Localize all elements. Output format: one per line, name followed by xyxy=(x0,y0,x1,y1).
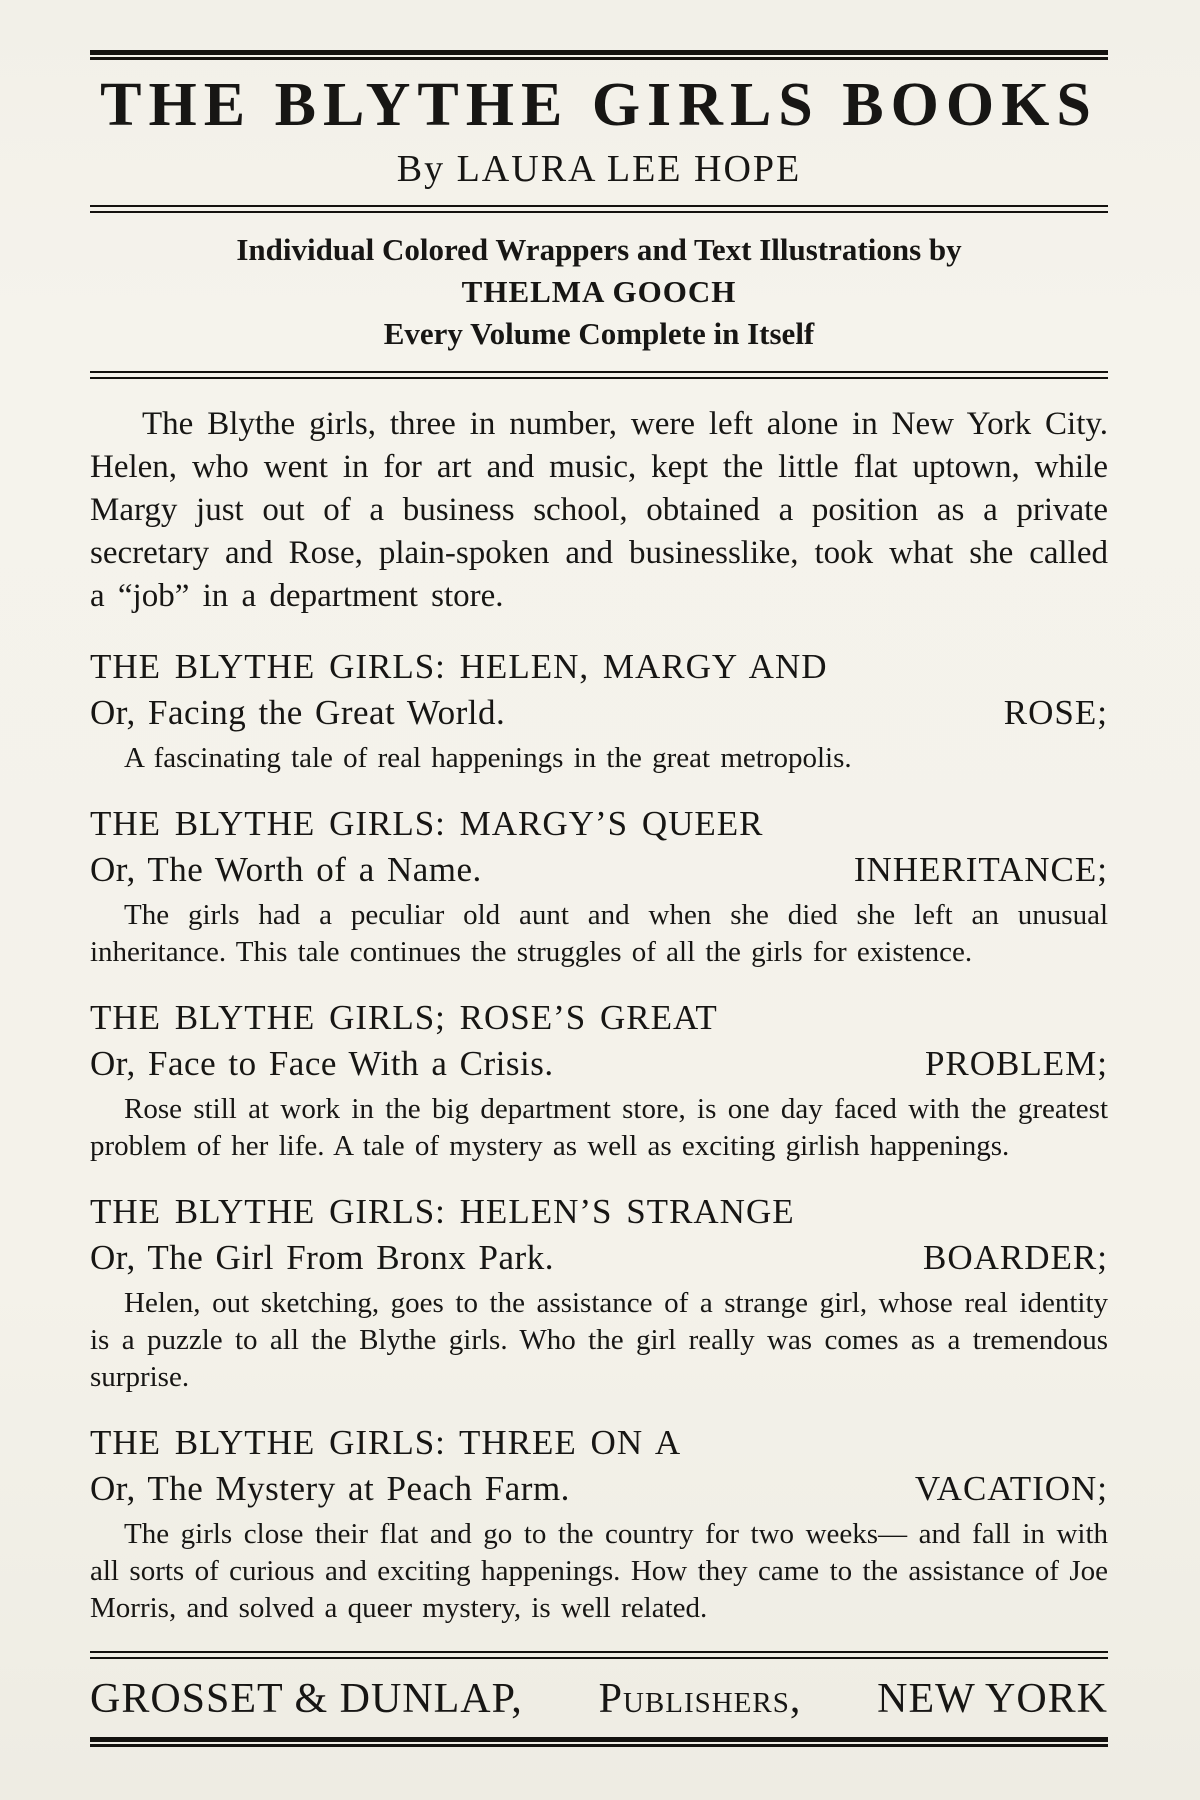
page-title: THE BLYTHE GIRLS BOOKS xyxy=(100,71,1098,139)
book-description: The girls close their flat and go to the country for two weeks— and fall in with all sorts of curious and exciting happenings. How they came to the assistance of Joe Morris, and solved a queer mystery, is well related. xyxy=(90,1518,1108,1624)
book-subtitle-row xyxy=(90,847,1108,893)
book-entry xyxy=(90,995,1108,1165)
author-byline: By LAURA LEE HOPE xyxy=(396,148,802,190)
book-description: A fascinating tale of real happenings in the great metropolis. xyxy=(124,742,852,774)
book-title-end: INHERITANCE; xyxy=(853,850,1108,889)
book-subtitle-row xyxy=(90,690,1108,736)
book-list xyxy=(90,644,1108,1627)
book-title: THE BLYTHE GIRLS: THREE ON A xyxy=(90,1423,682,1462)
book-title-end: PROBLEM; xyxy=(924,1044,1108,1083)
book-entry xyxy=(90,1189,1108,1396)
series-tagline: Every Volume Complete in Itself xyxy=(383,316,815,351)
book-title-end: ROSE; xyxy=(1003,693,1108,732)
series-intro-paragraph: The Blythe girls, three in number, were left alone in New York City. Helen, who went in for art and music, kept the little flat uptown, while Margy just out of a business school, obtained a position as a private secretary and Rose, plain-spoken and businesslike, took what she called a “job” in a department store. xyxy=(90,406,1108,614)
book-description: Rose still at work in the big department store, is one day faced with the greatest problem of her life. A tale of mystery as well as exciting girlish happenings. xyxy=(90,1093,1108,1162)
book-title: THE BLYTHE GIRLS; ROSE’S GREAT xyxy=(90,998,718,1037)
book-description: Helen, out sketching, goes to the assistance of a strange girl, whose real identity is a puzzle to all the Blythe girls. Who the girl really was comes as a tremendous surprise. xyxy=(90,1287,1108,1393)
publisher-name: GROSSET & DUNLAP, xyxy=(90,1676,523,1722)
top-rule xyxy=(90,50,1108,60)
rule-after-credit xyxy=(90,371,1108,379)
book-entry xyxy=(90,1420,1108,1627)
illustration-credit-line: Individual Colored Wrappers and Text Illustrations by xyxy=(236,232,962,267)
credit-block xyxy=(90,229,1108,355)
publisher-imprint xyxy=(90,1675,1108,1723)
book-or-subtitle: Or, Face to Face With a Crisis. xyxy=(90,1044,554,1083)
bottom-rule xyxy=(90,1737,1108,1747)
publisher-city: NEW YORK xyxy=(877,1676,1108,1722)
book-title-end: BOARDER; xyxy=(923,1238,1108,1277)
book-entry xyxy=(90,644,1108,777)
book-title: THE BLYTHE GIRLS: MARGY’S QUEER xyxy=(90,804,764,843)
book-title: THE BLYTHE GIRLS: HELEN’S STRANGE xyxy=(90,1192,795,1231)
rule-after-byline xyxy=(90,205,1108,213)
publishers-label: Publishers, xyxy=(598,1676,802,1722)
book-subtitle-row xyxy=(90,1041,1108,1087)
book-entry xyxy=(90,801,1108,971)
book-or-subtitle: Or, The Mystery at Peach Farm. xyxy=(90,1469,570,1508)
book-or-subtitle: Or, The Girl From Bronx Park. xyxy=(90,1238,554,1277)
book-subtitle-row xyxy=(90,1235,1108,1281)
book-subtitle-row xyxy=(90,1466,1108,1512)
book-description: The girls had a peculiar old aunt and when she died she left an unusual inheritance. This tale continues the struggles of all the girls for existence. xyxy=(90,899,1108,968)
book-or-subtitle: Or, The Worth of a Name. xyxy=(90,850,482,889)
rule-before-footer xyxy=(90,1651,1108,1659)
book-title-end: VACATION; xyxy=(914,1469,1108,1508)
book-title: THE BLYTHE GIRLS: HELEN, MARGY AND xyxy=(90,647,828,686)
book-or-subtitle: Or, Facing the Great World. xyxy=(90,693,506,732)
illustrator-name: THELMA GOOCH xyxy=(461,274,737,309)
